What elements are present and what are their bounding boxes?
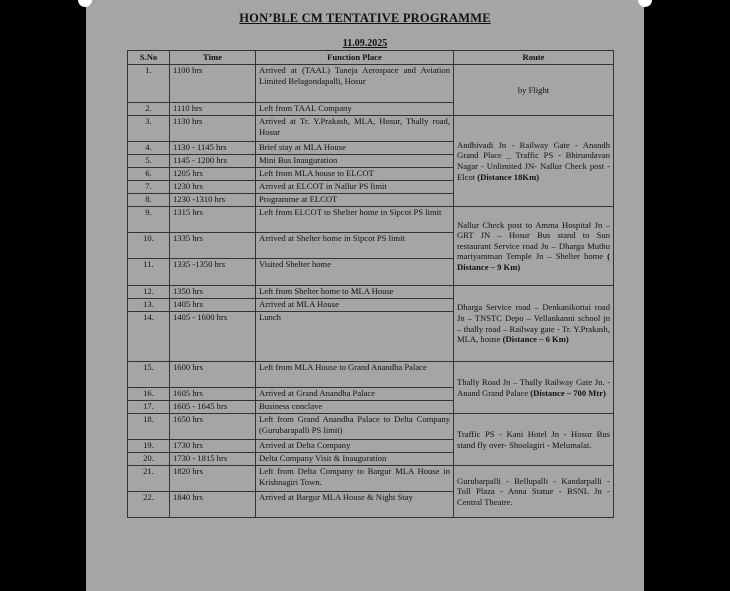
cell-place: Programme at ELCOT: [256, 194, 454, 207]
cell-sno: 4.: [128, 142, 170, 155]
cell-place: Left from MLA house to ELCOT: [256, 168, 454, 181]
cell-time: 1230 -1310 hrs: [170, 194, 256, 207]
cell-sno: 7.: [128, 181, 170, 194]
programme-table: [127, 50, 614, 518]
cell-place: Arrived at Delta Company: [256, 440, 454, 453]
route-text: Andhivadi Jn - Railway Gate - Anandh Grand Place _ Traffic PS - Bhirundavan Nagar - Unlimited JN- Nallur Check post - Elcot: [457, 139, 610, 182]
route-distance: (Distance 18Km): [477, 171, 540, 182]
table-row: [128, 362, 614, 388]
cell-route-shelter: [454, 207, 614, 286]
cell-place: Left from TAAL Company: [256, 103, 454, 116]
header-route: Route: [454, 51, 614, 65]
cell-sno: 2.: [128, 103, 170, 116]
cell-route-flight: by Flight: [454, 65, 614, 116]
header-sno: S.No: [128, 51, 170, 65]
table-row: [128, 65, 614, 103]
cell-route-mla-house: [454, 286, 614, 362]
cell-sno: 17.: [128, 401, 170, 414]
cell-route-delta: Traffic PS - Kani Hotel Jn - Hosur Bus stand fly over- Shoolagiri - Melumalai.: [454, 414, 614, 466]
cell-route-bargur: Gurubarpalli - Bellupalli - Kandarpalli - Toll Plaza - Anna Statue - BSNL Jn - Central Theatre.: [454, 466, 614, 518]
cell-route-elcot: [454, 116, 614, 207]
cell-time: 1405 - 1600 hrs: [170, 312, 256, 362]
cell-sno: 16.: [128, 388, 170, 401]
cell-place: Arrived at Shelter home in Sipcot PS limit: [256, 233, 454, 259]
cell-route-palace: [454, 362, 614, 414]
cell-place: Business conclave: [256, 401, 454, 414]
cell-sno: 19.: [128, 440, 170, 453]
cell-place: Left from Shelter home to MLA House: [256, 286, 454, 299]
table-row: [128, 207, 614, 233]
cell-place: Brief stay at MLA House: [256, 142, 454, 155]
cell-sno: 20.: [128, 453, 170, 466]
cell-time: 1315 hrs: [170, 207, 256, 233]
table-row: [128, 414, 614, 440]
document-title: HON’BLE CM TENTATIVE PROGRAMME: [239, 11, 491, 25]
cell-time: 1130 hrs: [170, 116, 256, 142]
cell-time: 1110 hrs: [170, 103, 256, 116]
table-row: [128, 116, 614, 142]
table-row: [128, 286, 614, 299]
cell-sno: 1.: [128, 65, 170, 103]
cell-sno: 5.: [128, 155, 170, 168]
cell-time: 1350 hrs: [170, 286, 256, 299]
cell-sno: 21.: [128, 466, 170, 492]
cell-time: 1100 hrs: [170, 65, 256, 103]
cell-place: Arrived at MLA House: [256, 299, 454, 312]
cell-time: 1840 hrs: [170, 492, 256, 518]
document-page: [86, 0, 644, 591]
route-text: Nallur Check post to Amma Hospital Jn – GRT JN – Hosur Bus stand to Sun restaurant Service road Jn – Dharga Muthu mariyamman Temple Jn – Shelter home: [457, 219, 610, 262]
cell-time: 1730 hrs: [170, 440, 256, 453]
cell-sno: 9.: [128, 207, 170, 233]
cell-time: 1130 - 1145 hrs: [170, 142, 256, 155]
cell-sno: 3.: [128, 116, 170, 142]
route-text: Thally Road Jn – Thally Railway Gate Jn. - Anand Grand Palace: [457, 376, 610, 398]
cell-sno: 18.: [128, 414, 170, 440]
corner-dot-right: [638, 0, 652, 7]
cell-time: 1605 - 1645 hrs: [170, 401, 256, 414]
cell-place: Left from Delta Company to Bargur MLA House in Krishnagiri Town.: [256, 466, 454, 492]
cell-place: Arrived at Bargur MLA House & Night Stay: [256, 492, 454, 518]
corner-dot-left: [78, 0, 92, 7]
table-row: [128, 466, 614, 492]
cell-time: 1600 hrs: [170, 362, 256, 388]
cell-time: 1820 hrs: [170, 466, 256, 492]
cell-place: Arrived at Tr. Y.Prakash, MLA, Hosur, Thally road, Hosur: [256, 116, 454, 142]
cell-time: 1335 hrs: [170, 233, 256, 259]
cell-place: Mini Bus Inauguration: [256, 155, 454, 168]
header-time: Time: [170, 51, 256, 65]
cell-sno: 10.: [128, 233, 170, 259]
route-distance: (Distance – 700 Mtr): [530, 387, 606, 398]
cell-sno: 12.: [128, 286, 170, 299]
cell-time: 1650 hrs: [170, 414, 256, 440]
header-place: Function Place: [256, 51, 454, 65]
cell-sno: 14.: [128, 312, 170, 362]
cell-time: 1605 hrs: [170, 388, 256, 401]
cell-place: Left from Grand Anandha Palace to Delta Company (Gurubarapalli PS limit): [256, 414, 454, 440]
route-distance: ( Distance – 9 Km): [457, 251, 610, 272]
cell-time: 1335 -1350 hrs: [170, 259, 256, 286]
cell-time: 1730 - 1815 hrs: [170, 453, 256, 466]
cell-time: 1230 hrs: [170, 181, 256, 194]
cell-place: Left from MLA House to Grand Anandha Palace: [256, 362, 454, 388]
cell-time: 1405 hrs: [170, 299, 256, 312]
cell-sno: 6.: [128, 168, 170, 181]
route-distance: (Distance – 6 Km): [502, 334, 569, 345]
cell-place: Delta Company Visit & Inauguration: [256, 453, 454, 466]
cell-place: Left from ELCOT to Shelter home in Sipcot PS limit: [256, 207, 454, 233]
cell-place: Arrived at ELCOT in Nallur PS limit: [256, 181, 454, 194]
cell-place: Lunch: [256, 312, 454, 362]
cell-sno: 22.: [128, 492, 170, 518]
programme-date: 11.09.2025: [342, 38, 388, 49]
cell-time: 1205 hrs: [170, 168, 256, 181]
route-text: Dharga Service road – Denkanikottai road Jn – TNSTC Depo – Vellankanni school jn – thally road – Railway gate - Tr. Y.Prakash, MLA, house: [457, 302, 610, 345]
cell-place: Visited Shelter home: [256, 259, 454, 286]
cell-time: 1145 - 1200 hrs: [170, 155, 256, 168]
cell-sno: 13.: [128, 299, 170, 312]
cell-sno: 8.: [128, 194, 170, 207]
cell-sno: 15.: [128, 362, 170, 388]
cell-sno: 11.: [128, 259, 170, 286]
cell-place: Arrived at (TAAL) Taneja Aerospace and Aviation Limited Belagondapalli, Hosur: [256, 65, 454, 103]
table-header-row: [128, 51, 614, 65]
cell-place: Arrived at Grand Anandha Palace: [256, 388, 454, 401]
